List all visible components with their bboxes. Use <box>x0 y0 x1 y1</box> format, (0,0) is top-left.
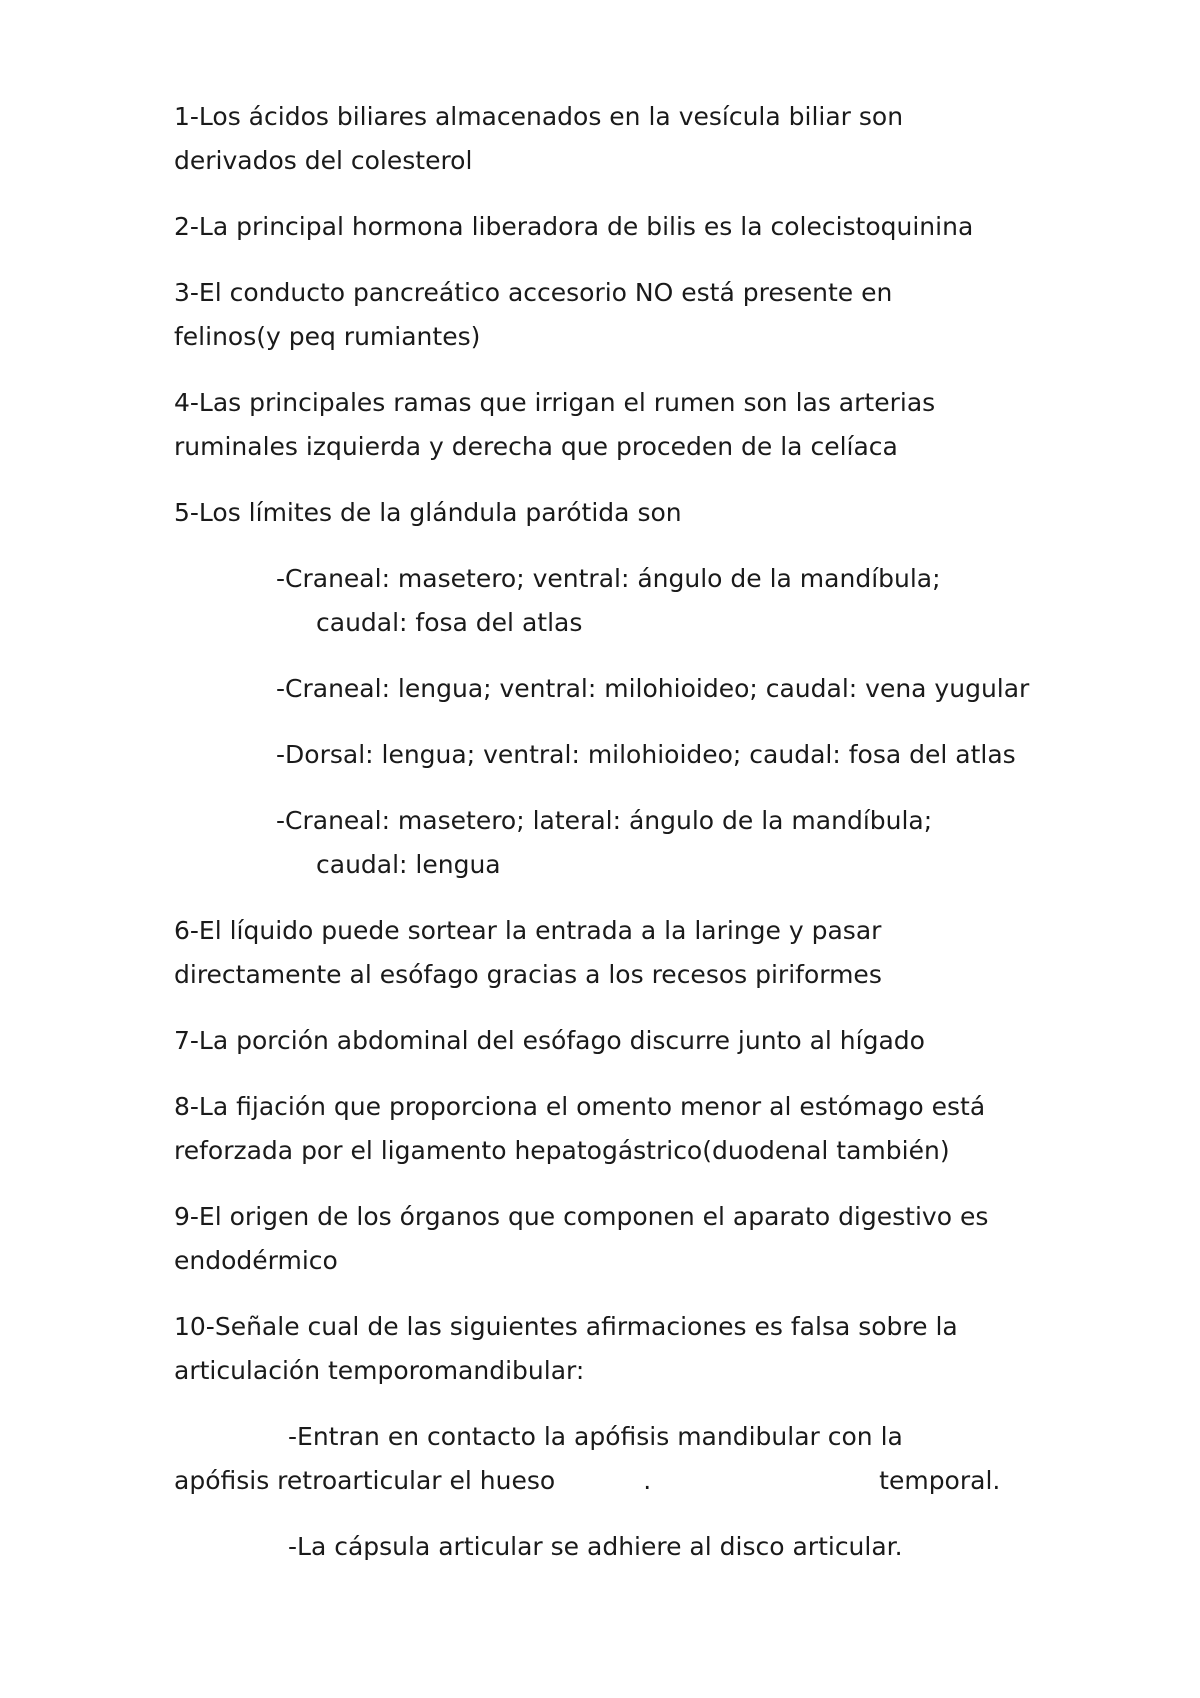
q2-prefix: 2-La principal hormona liberadora de bilis es la <box>174 212 771 241</box>
q1-prefix: derivados del <box>174 146 351 175</box>
q3-answer-highlight: felinos <box>174 315 256 359</box>
q4-prefix: ruminales izquierda y derecha que proceden de la <box>174 432 811 461</box>
q1-line1: 1-Los ácidos biliares almacenados en la vesícula biliar son <box>174 102 904 131</box>
q7-prefix: 7-La porción abdominal del esófago discurre junto al <box>174 1026 840 1055</box>
q3-line1: 3-El conducto pancreático accesorio NO está presente en <box>174 278 893 307</box>
q8-answer-highlight: ligamento hepatogástrico <box>381 1129 703 1173</box>
q5-option-4-line1: -Craneal: masetero; lateral: ángulo de la mandíbula; <box>276 806 933 835</box>
q1-line2 <box>174 139 472 183</box>
q10-line2: articulación temporomandibular: <box>174 1356 585 1385</box>
q6-answer-highlight: recesos piriformes <box>652 953 882 997</box>
q5-line1: 5-Los límites de la glándula parótida son <box>174 498 682 527</box>
q5-option-4-line2: caudal: lengua <box>316 850 501 879</box>
q6-line1: 6-El líquido puede sortear la entrada a la laringe y pasar <box>174 916 882 945</box>
q5-option-2: -Craneal: lengua; ventral: milohioideo; caudal: vena yugular <box>276 674 1030 703</box>
q10-option-1-dot: . <box>643 1466 652 1495</box>
q2-line1 <box>174 205 973 249</box>
q3-suffix: (y peq rumiantes) <box>256 322 481 351</box>
q10-option-1-text-c: temporal. <box>879 1466 1001 1495</box>
q8-line1: 8-La fijación que proporciona el omento menor al estómago está <box>174 1092 986 1121</box>
q8-prefix: reforzada por el <box>174 1136 381 1165</box>
q5-option-1-line2: caudal: fosa del atlas <box>316 608 583 637</box>
q3-line2 <box>174 315 480 359</box>
q9-line2 <box>174 1239 338 1283</box>
q10-option-2: -La cápsula articular se adhiere al disco articular. <box>288 1532 903 1561</box>
q4-line2 <box>174 425 898 469</box>
q10-line1: 10-Señale cual de las siguientes afirmaciones es falsa sobre la <box>174 1312 958 1341</box>
q4-answer-highlight: celíaca <box>810 425 897 469</box>
q5-option-1-line1: -Craneal: masetero; ventral: ángulo de la mandíbula; <box>276 564 941 593</box>
q8-line2 <box>174 1129 950 1173</box>
q10-option-1-line1: -Entran en contacto la apófisis mandibular con la <box>288 1422 903 1451</box>
q5-option-3: -Dorsal: lengua; ventral: milohioideo; caudal: fosa del atlas <box>276 740 1016 769</box>
q1-answer-highlight: colesterol <box>351 139 473 183</box>
q6-line2 <box>174 953 882 997</box>
q10-option-1-line2 <box>174 1459 1000 1503</box>
q2-answer-highlight: colecistoquinina <box>770 205 973 249</box>
q4-line1: 4-Las principales ramas que irrigan el rumen son las arterias <box>174 388 936 417</box>
q8-suffix: (duodenal también) <box>702 1136 950 1165</box>
q7-answer-highlight: hígado <box>840 1019 925 1063</box>
q10-option-1-text-a: apófisis retroarticular el hueso <box>174 1466 556 1495</box>
q9-answer-highlight: endodérmico <box>174 1239 338 1283</box>
q6-prefix: directamente al esófago gracias a los <box>174 960 652 989</box>
q9-line1: 9-El origen de los órganos que componen el aparato digestivo es <box>174 1202 989 1231</box>
q7-line1 <box>174 1019 925 1063</box>
